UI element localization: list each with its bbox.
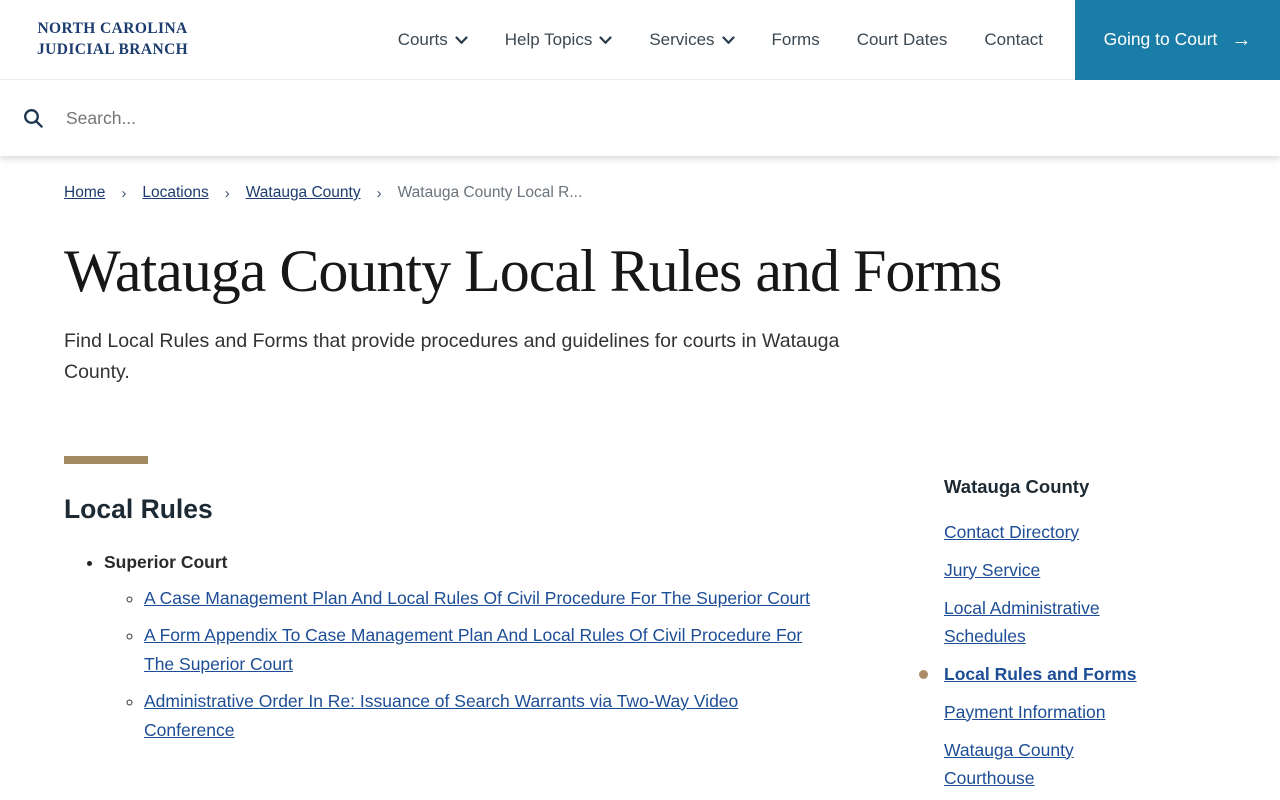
- county-sidebar: [911, 464, 1216, 800]
- nav-item-services[interactable]: [649, 30, 734, 50]
- site-logo[interactable]: [37, 19, 188, 59]
- sidebar-link[interactable]: Contact Directory: [944, 521, 1080, 542]
- rule-link[interactable]: A Case Management Plan And Local Rules Of Civil Procedure For The Superior Court: [144, 587, 810, 608]
- nav-item-label: Courts: [397, 29, 448, 49]
- sidebar-link[interactable]: Local Administrative Schedules: [944, 597, 1100, 646]
- breadcrumb-link-home[interactable]: Home: [64, 184, 106, 201]
- chevron-down-icon: [722, 30, 735, 50]
- rules-sub-list: [104, 584, 814, 745]
- nav-item-help-topics[interactable]: [505, 30, 613, 50]
- rule-list-item: [144, 584, 814, 613]
- breadcrumb: [64, 184, 1216, 202]
- nav-item-forms[interactable]: [772, 30, 820, 50]
- sidebar-item-local-administrative-schedules: [944, 594, 1169, 650]
- nav-item-label: Court Dates: [856, 29, 948, 49]
- active-bullet-icon: [919, 670, 928, 679]
- sidebar-link[interactable]: Local Rules and Forms: [944, 663, 1137, 684]
- sidebar-link[interactable]: Jury Service: [944, 559, 1041, 580]
- sidebar-title: Watauga County: [944, 475, 1090, 497]
- rules-group-label: Superior Court: [104, 551, 228, 572]
- gold-divider: [64, 456, 148, 464]
- breadcrumb-separator-icon: ›: [224, 184, 230, 202]
- main-nav: [398, 30, 1043, 50]
- page-container: [0, 184, 1280, 800]
- nav-item-contact[interactable]: [984, 30, 1043, 50]
- sidebar-items: [944, 518, 1216, 792]
- nav-item-courts[interactable]: [398, 30, 468, 50]
- search-input[interactable]: [66, 108, 966, 129]
- rule-list-item: [144, 621, 814, 679]
- rules-list: [64, 549, 814, 745]
- breadcrumb-link-watauga-county[interactable]: Watauga County: [245, 184, 361, 201]
- page-title: Watauga County Local Rules and Forms: [64, 238, 1002, 304]
- nav-item-label: Services: [649, 29, 715, 49]
- nav-item-label: Help Topics: [504, 29, 593, 49]
- breadcrumb-link-locations[interactable]: Locations: [142, 184, 209, 201]
- sidebar-link[interactable]: Watauga County Courthouse: [944, 739, 1074, 788]
- nav-item-court-dates[interactable]: [857, 30, 948, 50]
- sidebar-item-payment-information: [944, 698, 1169, 726]
- rule-link[interactable]: Administrative Order In Re: Issuance of Search Warrants via Two-Way Video Conference: [144, 690, 739, 740]
- sidebar-link[interactable]: Payment Information: [944, 701, 1106, 722]
- content-row: [64, 464, 1216, 800]
- sidebar-item-contact-directory: [944, 518, 1169, 546]
- nav-item-label: Forms: [771, 29, 820, 49]
- going-to-court-label: Going to Court: [1103, 29, 1218, 49]
- local-rules-section: [64, 464, 814, 745]
- breadcrumb-separator-icon: ›: [376, 184, 382, 202]
- rule-link[interactable]: A Form Appendix To Case Management Plan And Local Rules Of Civil Procedure For The Superior Court: [144, 624, 803, 674]
- site-header: [0, 0, 1280, 80]
- page-intro: Find Local Rules and Forms that provide procedures and guidelines for courts in Watauga County.: [64, 330, 840, 383]
- breadcrumb-separator-icon: ›: [121, 184, 127, 202]
- nav-item-label: Contact: [984, 29, 1043, 49]
- logo-line-2: JUDICIAL BRANCH: [37, 40, 189, 58]
- going-to-court-button[interactable]: [1075, 0, 1280, 80]
- section-title: Local Rules: [64, 493, 213, 524]
- breadcrumb-current: Watauga County Local R...: [397, 184, 583, 201]
- rules-group-superior-court: [104, 549, 814, 745]
- chevron-down-icon: [455, 30, 468, 50]
- rule-list-item: [144, 687, 814, 745]
- search-bar: [0, 80, 1280, 156]
- chevron-down-icon: [599, 30, 612, 50]
- sidebar-item-local-rules-and-forms: [944, 660, 1169, 688]
- arrow-right-icon: →: [1231, 28, 1252, 51]
- sidebar-item-watauga-county-courthouse: [944, 736, 1169, 792]
- search-icon[interactable]: [23, 108, 44, 129]
- sidebar-item-jury-service: [944, 556, 1169, 584]
- logo-line-1: NORTH CAROLINA: [37, 20, 188, 38]
